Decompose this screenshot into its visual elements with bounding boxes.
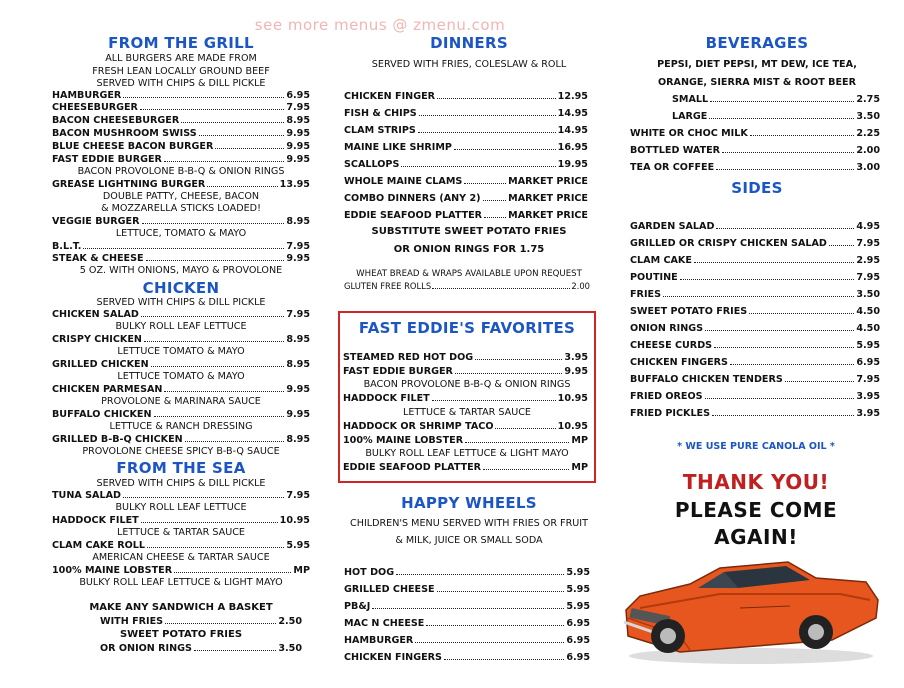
sides-heading: SIDES xyxy=(731,179,783,197)
beverage-list: PEPSI, DIET PEPSI, MT DEW, ICE TEA, xyxy=(657,59,857,70)
item-name: FRIED PICKLES xyxy=(630,408,711,419)
item-price: 3.95 xyxy=(856,408,880,419)
item-name: HAMBURGER xyxy=(52,90,122,101)
menu-item xyxy=(630,407,880,421)
item-description: LETTUCE TOMATO & MAYO xyxy=(117,346,245,357)
item-name: BUFFALO CHICKEN TENDERS xyxy=(630,374,783,385)
basket-heading: MAKE ANY SANDWICH A BASKET xyxy=(89,602,273,613)
menu-item xyxy=(344,600,590,614)
item-price: MARKET PRICE xyxy=(508,193,588,204)
item-price: 7.95 xyxy=(286,241,310,252)
menu-item xyxy=(344,583,590,597)
menu-item xyxy=(672,93,880,107)
item-price: 9.95 xyxy=(286,128,310,139)
item-price: 2.25 xyxy=(856,128,880,139)
item-name: EDDIE SEAFOOD PLATTER xyxy=(343,462,482,473)
item-price: 4.50 xyxy=(856,323,880,334)
item-price: 7.95 xyxy=(856,374,880,385)
item-name: GARDEN SALAD xyxy=(630,221,715,232)
thank-you-text: THANK YOU! xyxy=(682,470,830,494)
item-price: 14.95 xyxy=(557,125,588,136)
menu-item xyxy=(343,392,588,406)
menu-item xyxy=(344,107,588,121)
item-name: LARGE xyxy=(672,111,708,122)
item-name: CHICKEN PARMESAN xyxy=(52,384,163,395)
menu-item xyxy=(343,365,588,379)
orange-muscle-car-icon xyxy=(620,548,882,668)
item-name: COMBO DINNERS (ANY 2) xyxy=(344,193,481,204)
menu-item xyxy=(344,209,588,223)
menu-item xyxy=(630,161,880,175)
item-name: VEGGIE BURGER xyxy=(52,216,140,227)
item-name: FISH & CHIPS xyxy=(344,108,417,119)
item-name: MAINE LIKE SHRIMP xyxy=(344,142,452,153)
beverage-list: ORANGE, SIERRA MIST & ROOT BEER xyxy=(658,77,856,88)
item-description: LETTUCE & RANCH DRESSING xyxy=(109,421,253,432)
item-price: 2.75 xyxy=(856,94,880,105)
menu-item xyxy=(630,237,880,251)
menu-item xyxy=(52,127,310,141)
item-name: 100% MAINE LOBSTER xyxy=(52,565,173,576)
please-come-text: PLEASE COME xyxy=(674,498,838,522)
item-price: 19.95 xyxy=(557,159,588,170)
item-price: 3.50 xyxy=(856,111,880,122)
menu-item xyxy=(630,127,880,141)
item-name: TEA OR COFFEE xyxy=(630,162,715,173)
item-description: 5 OZ. WITH ONIONS, MAYO & PROVOLONE xyxy=(79,265,283,276)
item-name: FRIED OREOS xyxy=(630,391,703,402)
item-name: CHEESEBURGER xyxy=(52,102,138,113)
item-name: MAC N CHEESE xyxy=(344,618,425,629)
menu-item xyxy=(630,322,880,336)
menu-item xyxy=(343,420,588,434)
item-price: MP xyxy=(571,435,588,446)
item-price: 8.95 xyxy=(286,359,310,370)
item-price: 9.95 xyxy=(286,253,310,264)
menu-item xyxy=(344,90,588,104)
item-price: 6.95 xyxy=(856,357,880,368)
menu-item xyxy=(630,356,880,370)
item-name: CLAM CAKE ROLL xyxy=(52,540,146,551)
item-price: 14.95 xyxy=(557,108,588,119)
item-name: WHITE OR CHOC MILK xyxy=(630,128,748,139)
item-name: STEAK & CHEESE xyxy=(52,253,144,264)
item-name: SWEET POTATO FRIES xyxy=(630,306,748,317)
item-price: 5.95 xyxy=(566,584,590,595)
item-name: BACON CHEESEBURGER xyxy=(52,115,180,126)
item-price: 9.95 xyxy=(286,384,310,395)
watermark: see more menus @ zmenu.com xyxy=(254,16,506,34)
grill-note: SERVED WITH CHIPS & DILL PICKLE xyxy=(96,78,266,89)
item-price: 2.95 xyxy=(856,255,880,266)
item-description: LETTUCE & TARTAR SAUCE xyxy=(117,527,245,538)
item-price: 9.95 xyxy=(286,141,310,152)
chicken-heading: CHICKEN xyxy=(142,279,220,297)
item-description: BULKY ROLL LEAF LETTUCE & LIGHT MAYO xyxy=(365,448,569,459)
item-price: 13.95 xyxy=(279,179,310,190)
item-name: 100% MAINE LOBSTER xyxy=(343,435,464,446)
again-text: AGAIN! xyxy=(714,525,798,549)
item-name: CHICKEN FINGERS xyxy=(630,357,728,368)
item-price: 10.95 xyxy=(557,393,588,404)
item-price: 8.95 xyxy=(286,334,310,345)
item-price: 8.95 xyxy=(286,216,310,227)
menu-item xyxy=(343,351,588,365)
item-price: 2.50 xyxy=(278,616,302,627)
item-name: GRILLED CHICKEN xyxy=(52,359,149,370)
item-price: 9.95 xyxy=(564,366,588,377)
menu-item xyxy=(344,192,588,206)
item-name: FRIES xyxy=(630,289,661,300)
menu-item xyxy=(344,124,588,138)
favorites-heading: FAST EDDIE'S FAVORITES xyxy=(358,319,576,337)
item-name: SMALL xyxy=(672,94,709,105)
item-price: 7.95 xyxy=(856,238,880,249)
item-price: 3.95 xyxy=(856,391,880,402)
happy-wheels-heading: HAPPY WHEELS xyxy=(401,494,537,512)
item-name: CLAM CAKE xyxy=(630,255,692,266)
item-price: 5.95 xyxy=(566,601,590,612)
item-price: MP xyxy=(293,565,310,576)
item-description: DOUBLE PATTY, CHEESE, BACON xyxy=(102,191,260,202)
item-price: 4.95 xyxy=(856,221,880,232)
item-price: MARKET PRICE xyxy=(508,210,588,221)
item-description: LETTUCE & TARTAR SAUCE xyxy=(403,407,531,418)
substitute-note: SUBSTITUTE SWEET POTATO FRIES xyxy=(371,226,567,237)
item-price: 8.95 xyxy=(286,434,310,445)
item-price: 12.95 xyxy=(557,91,588,102)
item-name: HADDOCK FILET xyxy=(343,393,430,404)
item-name: BOTTLED WATER xyxy=(630,145,721,156)
menu-item xyxy=(630,288,880,302)
menu-item xyxy=(344,651,590,665)
happy-note: & MILK, JUICE OR SMALL SODA xyxy=(395,535,543,546)
item-price: 10.95 xyxy=(279,515,310,526)
item-price: 3.50 xyxy=(278,643,302,654)
item-price: 9.95 xyxy=(286,154,310,165)
item-description: BULKY ROLL LEAF LETTUCE & LIGHT MAYO xyxy=(79,577,283,588)
item-description: BULKY ROLL LEAF LETTUCE xyxy=(115,321,247,332)
item-name: SCALLOPS xyxy=(344,159,400,170)
item-price: 7.95 xyxy=(856,272,880,283)
sea-note: SERVED WITH CHIPS & DILL PICKLE xyxy=(96,478,266,489)
chicken-note: SERVED WITH CHIPS & DILL PICKLE xyxy=(96,297,266,308)
item-price: 16.95 xyxy=(557,142,588,153)
item-name: GRILLED B-B-Q CHICKEN xyxy=(52,434,183,445)
menu-item xyxy=(343,434,588,448)
item-name: ONION RINGS xyxy=(630,323,704,334)
item-description: AMERICAN CHEESE & TARTAR SAUCE xyxy=(92,552,270,563)
item-description: BULKY ROLL LEAF LETTUCE xyxy=(115,502,247,513)
dinners-note: SERVED WITH FRIES, COLESLAW & ROLL xyxy=(371,59,567,70)
item-name: GREASE LIGHTNING BURGER xyxy=(52,179,206,190)
item-price: 4.50 xyxy=(856,306,880,317)
item-description: BACON PROVOLONE B-B-Q & ONION RINGS xyxy=(363,379,571,390)
happy-note: CHILDREN'S MENU SERVED WITH FRIES OR FRUIT xyxy=(350,518,588,529)
item-name: CHICKEN FINGER xyxy=(344,91,436,102)
basket-rings xyxy=(100,642,302,656)
item-name: PB&J xyxy=(344,601,371,612)
dinners-heading: DINNERS xyxy=(430,34,508,52)
canola-oil-note: * WE USE PURE CANOLA OIL * xyxy=(677,441,835,452)
menu-item xyxy=(630,373,880,387)
basket-sweet-potato: SWEET POTATO FRIES xyxy=(119,629,243,640)
item-price: 5.95 xyxy=(566,567,590,578)
beverages-heading: BEVERAGES xyxy=(705,34,809,52)
item-price: 8.95 xyxy=(286,115,310,126)
item-price: 10.95 xyxy=(557,421,588,432)
item-name: GLUTEN FREE ROLLS xyxy=(344,281,432,291)
grill-heading: FROM THE GRILL xyxy=(108,34,254,52)
item-name: FAST EDDIE BURGER xyxy=(52,154,162,165)
item-name: POUTINE xyxy=(630,272,678,283)
menu-item xyxy=(52,140,310,154)
menu-item xyxy=(630,390,880,404)
menu-item xyxy=(630,144,880,158)
item-name: BLUE CHEESE BACON BURGER xyxy=(52,141,214,152)
item-price: 7.95 xyxy=(286,309,310,320)
menu-item xyxy=(52,101,310,115)
menu-item xyxy=(344,141,588,155)
item-price: 2.00 xyxy=(856,145,880,156)
item-description: BACON PROVOLONE B-B-Q & ONION RINGS xyxy=(77,166,285,177)
sea-heading: FROM THE SEA xyxy=(116,459,246,477)
item-name: GRILLED OR CRISPY CHICKEN SALAD xyxy=(630,238,827,249)
item-price: 2.00 xyxy=(571,281,590,291)
item-price: 3.00 xyxy=(856,162,880,173)
item-price: 6.95 xyxy=(566,635,590,646)
item-price: 3.50 xyxy=(856,289,880,300)
item-name: STEAMED RED HOT DOG xyxy=(343,352,474,363)
item-name: WHOLE MAINE CLAMS xyxy=(344,176,463,187)
item-description: LETTUCE TOMATO & MAYO xyxy=(117,371,245,382)
menu-item xyxy=(52,114,310,128)
item-name: CHICKEN FINGERS xyxy=(344,652,442,663)
item-name: CHEESE CURDS xyxy=(630,340,713,351)
item-name: OR ONION RINGS xyxy=(100,643,192,654)
menu-item xyxy=(344,634,590,648)
item-price: 9.95 xyxy=(286,409,310,420)
item-price: 7.95 xyxy=(286,102,310,113)
bread-note: WHEAT BREAD & WRAPS AVAILABLE UPON REQUEST xyxy=(356,269,582,279)
grill-note: ALL BURGERS ARE MADE FROM xyxy=(105,53,257,64)
item-name: BUFFALO CHICKEN xyxy=(52,409,152,420)
item-price: 6.95 xyxy=(566,618,590,629)
item-name: HAMBURGER xyxy=(344,635,414,646)
item-price: 6.95 xyxy=(566,652,590,663)
item-name: CHICKEN SALAD xyxy=(52,309,139,320)
item-name: BACON MUSHROOM SWISS xyxy=(52,128,197,139)
item-name: HOT DOG xyxy=(344,567,395,578)
item-name: GRILLED CHEESE xyxy=(344,584,435,595)
item-name: CRISPY CHICKEN xyxy=(52,334,142,345)
item-name: B.L.T. xyxy=(52,241,82,252)
substitute-note: OR ONION RINGS FOR 1.75 xyxy=(393,244,545,255)
item-name: FAST EDDIE BURGER xyxy=(343,366,453,377)
menu-item xyxy=(344,566,590,580)
item-name: HADDOCK FILET xyxy=(52,515,139,526)
menu-item xyxy=(630,339,880,353)
menu-item xyxy=(343,461,588,475)
menu-item xyxy=(344,158,588,172)
gluten-free-rolls xyxy=(344,279,590,293)
item-name: CLAM STRIPS xyxy=(344,125,416,136)
menu-item xyxy=(672,110,880,124)
menu-item xyxy=(344,617,590,631)
basket-fries xyxy=(100,615,302,629)
item-name: HADDOCK OR SHRIMP TACO xyxy=(343,421,494,432)
menu-item xyxy=(630,254,880,268)
item-price: MP xyxy=(571,462,588,473)
item-price: 5.95 xyxy=(286,540,310,551)
menu-item xyxy=(630,220,880,234)
item-description: & MOZZARELLA STICKS LOADED! xyxy=(101,203,261,214)
menu-item xyxy=(630,305,880,319)
menu-item xyxy=(344,175,588,189)
item-name: TUNA SALAD xyxy=(52,490,121,501)
item-description: LETTUCE, TOMATO & MAYO xyxy=(115,228,247,239)
item-name: EDDIE SEAFOOD PLATTER xyxy=(344,210,483,221)
grill-note: FRESH LEAN LOCALLY GROUND BEEF xyxy=(92,66,270,77)
menu-item xyxy=(630,271,880,285)
item-description: PROVOLONE & MARINARA SAUCE xyxy=(101,396,261,407)
item-description: PROVOLONE CHEESE SPICY B-B-Q SAUCE xyxy=(82,446,280,457)
item-price: 7.95 xyxy=(286,490,310,501)
item-name: WITH FRIES xyxy=(100,616,164,627)
item-price: 3.95 xyxy=(564,352,588,363)
item-price: 5.95 xyxy=(856,340,880,351)
item-price: 6.95 xyxy=(286,90,310,101)
item-price: MARKET PRICE xyxy=(508,176,588,187)
